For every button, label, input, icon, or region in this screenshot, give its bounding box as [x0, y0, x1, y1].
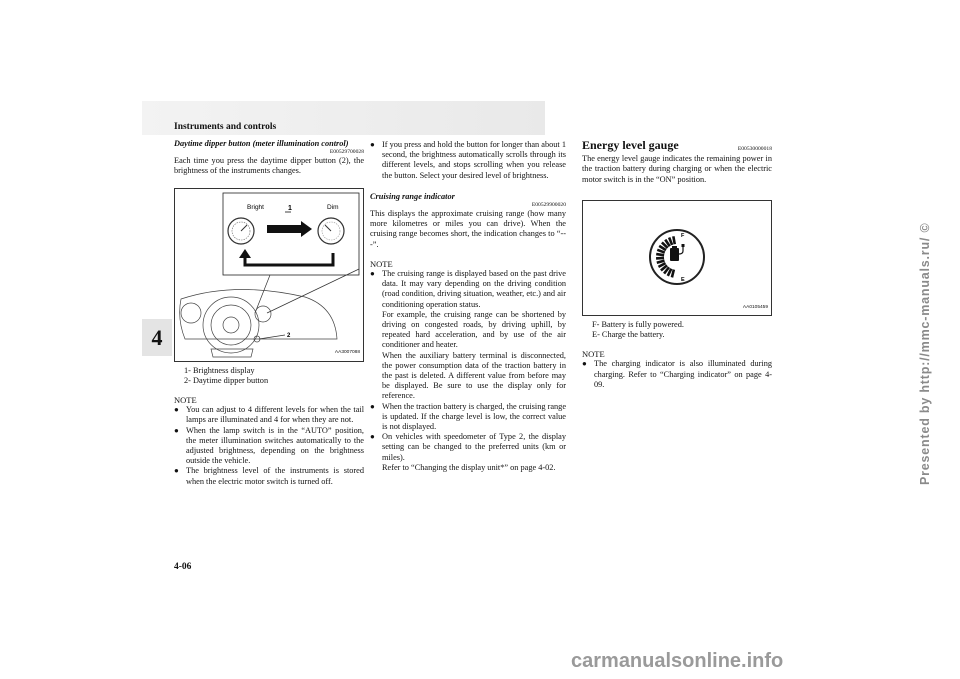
energy-gauge-illustration: [583, 201, 771, 315]
gauge-label-e: E: [681, 276, 685, 283]
energy-gauge-figure: [582, 200, 772, 316]
bullet-dot-icon: ●: [370, 401, 375, 411]
legend-item: E- Charge the battery.: [592, 330, 665, 340]
daytime-section-title: Daytime dipper button (meter illumination control): [174, 139, 349, 148]
page-header-title: Instruments and controls: [174, 122, 277, 132]
cruise-section-title: Cruising range indicator: [370, 191, 455, 201]
callout-number-1: 1: [288, 204, 292, 212]
bullet-dot-icon: ●: [370, 432, 375, 442]
page-number: 4-06: [174, 562, 192, 572]
note-item: ● The charging indicator is also illuminated during charging. Refer to “Charging indicator” on page 4-09.: [582, 359, 772, 389]
figure-code: AA3007088: [334, 350, 360, 356]
gauge-segment: [673, 236, 674, 244]
note-label: NOTE: [370, 258, 393, 269]
legend-item: 2- Daytime dipper button: [184, 375, 269, 385]
gauge-segment: [672, 269, 674, 277]
note-item: ● When the traction battery is charged, the cruising range is updated. If the charge level is low, the correct value is not displayed.: [370, 401, 566, 432]
note-label: NOTE: [174, 395, 197, 406]
gauge-label-f: F: [681, 232, 685, 239]
energy-section-code: E00530000018: [737, 146, 772, 152]
figure-code: AA0105459: [742, 304, 768, 310]
note-item: ● The cruising range is displayed based on the past drive data. It may vary depending on the driving condition (road condition, driving situation, weather, etc.) and air conditioning operation status. For example, the cruising range can be shortened by driving on congested roads, by driving uphill, by repeated hard acceleration, and by use of the air conditioner and heater. When the auxiliary battery terminal is disconnected, the power consumption data of the traction battery in the past is deleted. A different value from before may be displayed. Be sure to use the display only for reference.: [370, 269, 566, 401]
daytime-section-code: E00529700028: [329, 149, 364, 156]
gauge-segment: [657, 260, 665, 262]
energy-section-title: Energy level gauge E00530000018: [582, 140, 772, 154]
side-watermark: Presented by http://mmc-manuals.ru/ ©: [918, 222, 932, 485]
bullet-dot-icon: ●: [174, 466, 179, 476]
bullet-dot-icon: ●: [370, 269, 375, 279]
energy-body: The energy level gauge indicates the remaining power in the traction battery during charging or when the electric motor switch is in the “ON” position.: [582, 154, 772, 184]
cruise-body: This displays the approximate cruising range (how many more kilometres or miles you can drive). When the cruising range becomes short, the indication changes to “---”.: [370, 209, 566, 249]
note-item: ● On vehicles with speedometer of Type 2, the display setting can be changed to the preferred units (km or miles). Refer to “Changing the display unit*” on page 4-02.: [370, 432, 566, 472]
bullet-dot-icon: ●: [582, 359, 587, 369]
dipper-illustration: [175, 189, 363, 361]
bullet-dot-icon: ●: [370, 140, 375, 149]
chapter-tab: 4: [142, 319, 172, 356]
bottom-watermark: carmanualsonline.info: [571, 650, 784, 672]
column-3: [582, 140, 772, 390]
label-dim: Dim: [327, 203, 339, 211]
legend-item: 1- Brightness display: [184, 365, 255, 375]
label-bright: Bright: [247, 203, 264, 211]
daytime-body: Each time you press the daytime dipper button (2), the brightness of the instruments changes.: [174, 156, 364, 176]
gauge-segment: [656, 258, 664, 259]
legend-item: F- Battery is fully powered.: [592, 319, 684, 329]
gauge-segment: [657, 250, 665, 253]
note-item: ● When the lamp switch is in the “AUTO” position, the meter illumination switches automatically to the adjusted brightness, depending on the brightness outside the vehicle.: [174, 425, 364, 466]
instrument-cluster-drawing: [180, 289, 337, 357]
cruise-section-code: E00529900020: [531, 202, 566, 209]
dipper-figure: [174, 188, 364, 362]
gauge-segment: [656, 254, 664, 255]
column-2: [370, 140, 566, 473]
battery-plug-icon: [670, 244, 685, 261]
note-item: ● You can adjust to 4 different levels for when the tail lamps are illuminated and 4 for when they are not.: [174, 405, 364, 425]
column-1: [174, 139, 364, 487]
note-item: ● The brightness level of the instruments is stored when the electric motor switch is turned off.: [174, 466, 364, 486]
bullet-dot-icon: ●: [174, 425, 179, 435]
note-label: NOTE: [582, 349, 605, 360]
callout-number-2: 2: [287, 332, 291, 339]
note-item: ● If you press and hold the button for longer than about 1 second, the brightness automatically scrolls through its different levels, and stops scrolling when you release the button. Select your desired level of brightness.: [370, 140, 566, 180]
bullet-dot-icon: ●: [174, 405, 179, 415]
